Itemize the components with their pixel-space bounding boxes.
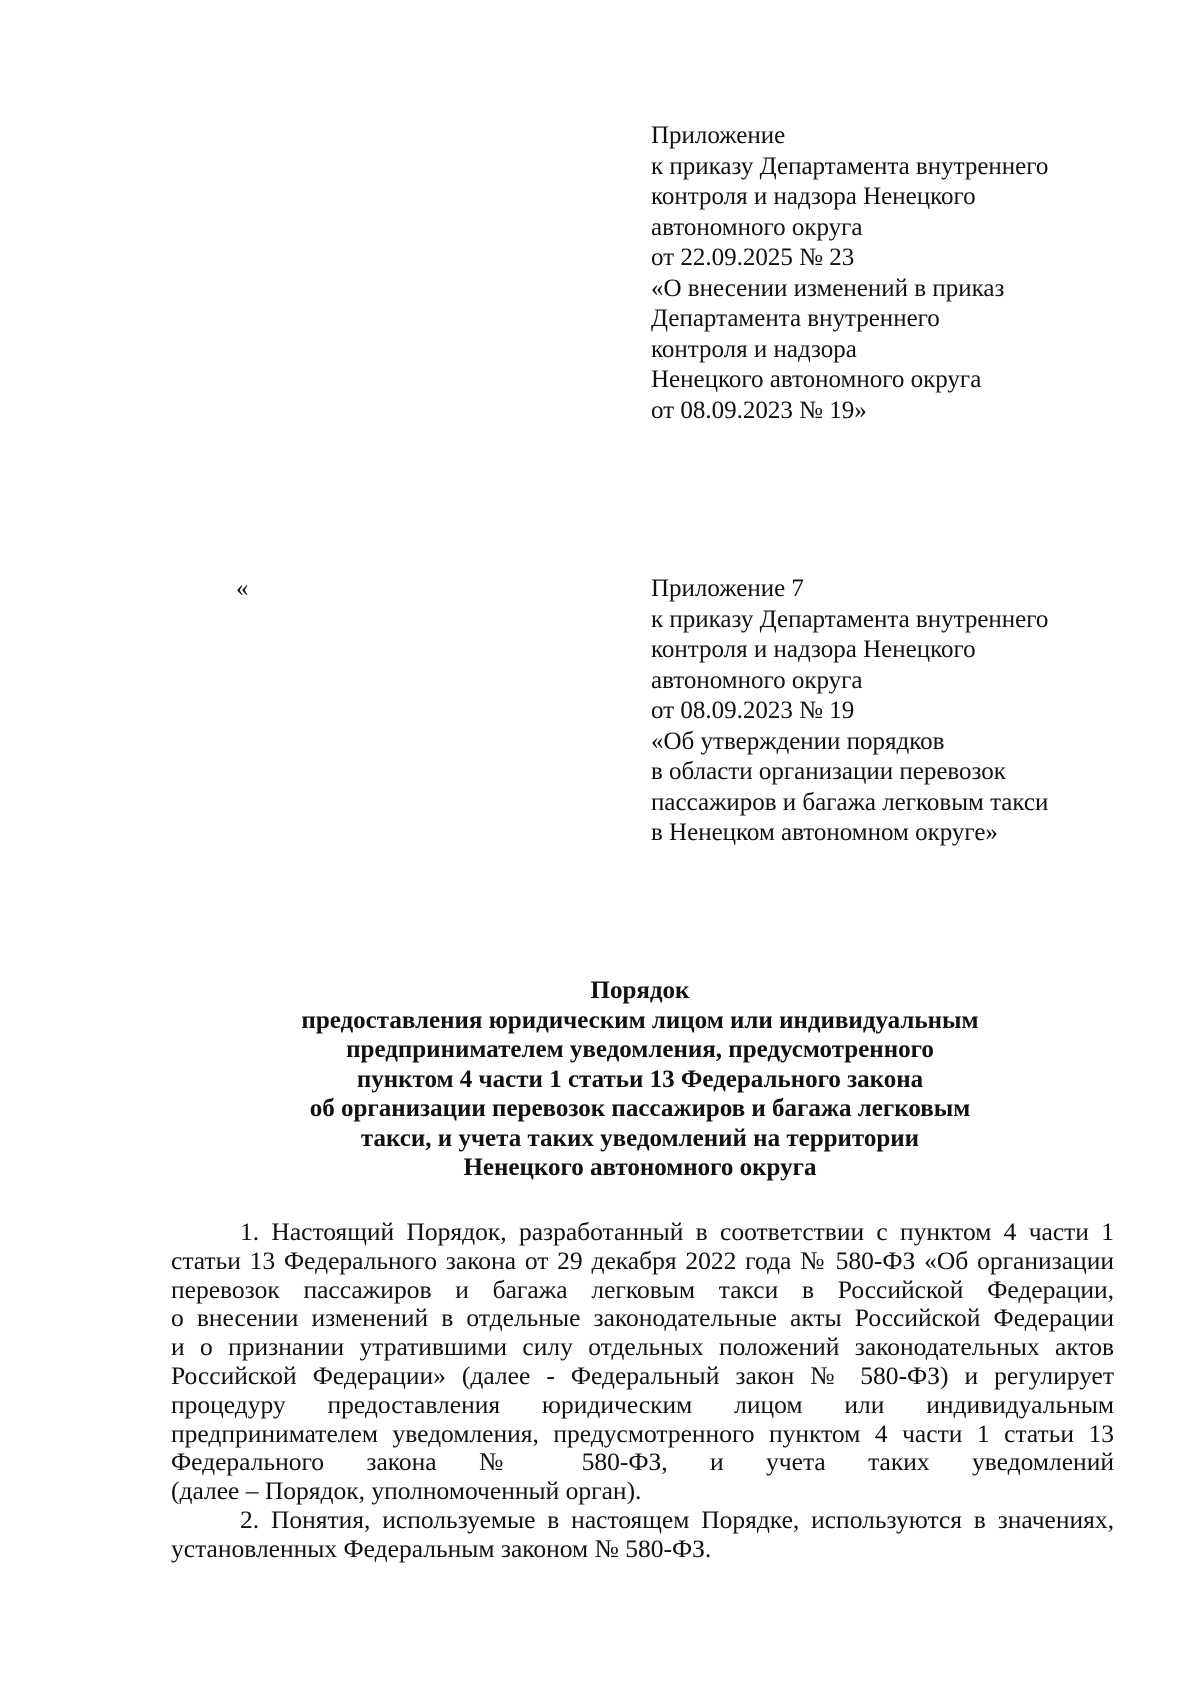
appendix-line: автономного округа: [651, 666, 863, 694]
appendix-line: пассажиров и багажа легковым такси: [651, 788, 1049, 816]
body-line: предпринимателем уведомления, предусмотренного пунктом 4 части 1 статьи 13: [171, 1418, 1114, 1448]
appendix-line: контроля и надзора Ненецкого: [651, 636, 976, 663]
appendix-header-amendment: [651, 121, 1048, 426]
body-line: перевозок пассажиров и багажа легковым такси в Российской Федерации,: [171, 1274, 1114, 1304]
body-line: 1. Настоящий Порядок, разработанный в соответствии с пунктом 4 части 1: [240, 1217, 1114, 1246]
document-title: [170, 976, 1110, 1183]
title-line: об организации перевозок пассажиров и багажа легковым: [309, 1095, 971, 1122]
paragraph-1: [171, 1218, 1114, 1506]
paragraph-2: [171, 1506, 1114, 1564]
title-line: предоставления юридическим лицом или индивидуальным: [301, 1006, 979, 1034]
appendix-line: «О внесении изменений в приказ: [651, 274, 1005, 302]
title-line: Порядок: [590, 977, 690, 1004]
appendix-line: в области организации перевозок: [651, 758, 1006, 785]
appendix-line: к приказу Департамента внутреннего: [651, 605, 1049, 633]
title-line: пунктом 4 части 1 статьи 13 Федерального закона: [356, 1065, 924, 1093]
opening-quote-mark: «: [236, 575, 249, 602]
appendix-line: в Ненецком автономном округе»: [651, 819, 998, 846]
document-body: [171, 1218, 1114, 1564]
appendix-line: Приложение 7: [651, 575, 804, 602]
appendix-line: контроля и надзора Ненецкого: [651, 183, 976, 210]
appendix-line: Департамента внутреннего: [651, 305, 940, 332]
title-line: Ненецкого автономного округа: [463, 1154, 817, 1181]
appendix-7-header: [651, 574, 1048, 849]
appendix-line: от 22.09.2025 № 23: [651, 244, 855, 271]
body-line: Федерального закона № 580-ФЗ, и учета таких уведомлений: [171, 1447, 1114, 1477]
appendix-line: к приказу Департамента внутреннего: [651, 152, 1049, 180]
appendix-line: от 08.09.2023 № 19: [651, 697, 855, 724]
body-line: процедуру предоставления юридическим лицом или индивидуальным: [171, 1389, 1114, 1419]
appendix-line: Ненецкого автономного округа: [651, 366, 982, 393]
appendix-line: контроля и надзора: [651, 335, 857, 363]
appendix-line: Приложение: [651, 122, 786, 149]
body-line: статьи 13 Федерального закона от 29 декабря 2022 года № 580-ФЗ «Об организации: [171, 1245, 1114, 1275]
body-line: (далее – Порядок, уполномоченный орган).: [171, 1476, 642, 1506]
title-line: предпринимателем уведомления, предусмотренного: [346, 1036, 934, 1063]
body-line: 2. Понятия, используемые в настоящем Порядке, используются в значениях,: [240, 1504, 1114, 1534]
title-line: такси, и учета таких уведомлений на территории: [360, 1124, 920, 1152]
appendix-line: автономного округа: [651, 213, 863, 241]
appendix-line: от 08.09.2023 № 19»: [651, 396, 867, 424]
body-line: Российской Федерации» (далее - Федеральный закон № 580-ФЗ) и регулирует: [171, 1360, 1114, 1390]
body-line: о внесении изменений в отдельные законодательные акты Российской Федерации: [171, 1303, 1114, 1333]
body-line: и о признании утратившими силу отдельных положений законодательных актов: [171, 1332, 1114, 1362]
appendix-line: «Об утверждении порядков: [651, 727, 945, 755]
body-line: установленных Федеральным законом № 580-ФЗ.: [171, 1533, 712, 1563]
